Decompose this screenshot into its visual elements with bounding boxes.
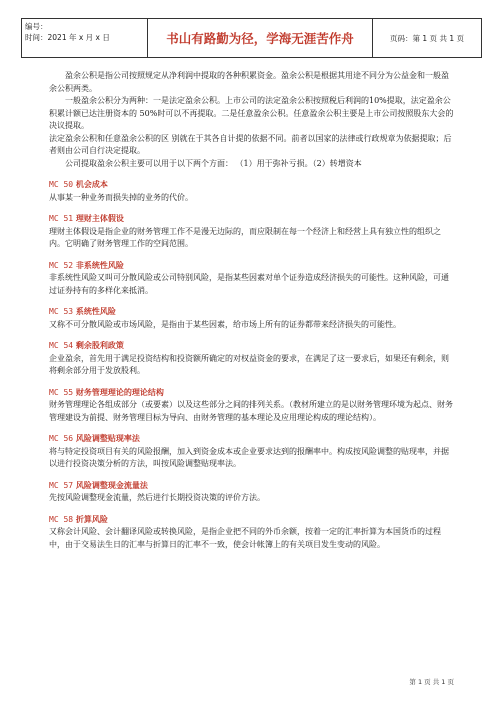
section-code: MC 58 xyxy=(49,514,74,524)
section-title: 系统性风险 xyxy=(75,306,116,316)
section-mc57 xyxy=(49,479,454,505)
section-body: 企业盈余，首先用于满足投资结构和投资额所确定的对权益资金的要求，在满足了这一要求后，如果还有剩余，则将剩余部分用于发放股利。 xyxy=(49,353,449,375)
section-code: MC 52 xyxy=(49,260,74,270)
section-heading xyxy=(49,513,454,527)
page-footer: 第 1 页 共 1 页 xyxy=(409,678,454,686)
intro-paragraph: 公司提取盈余公积主要可以用于以下两个方面： （1）用于弥补亏损。（2）转增资本 xyxy=(65,158,362,168)
section-heading xyxy=(49,305,454,319)
section-heading xyxy=(49,339,454,353)
section-body: 先按风险调整现金流量，然后进行长期投资决策的评价方法。 xyxy=(49,493,265,502)
section-mc58 xyxy=(49,513,454,552)
intro-paragraph: 一般盈余公积分为两种：一是法定盈余公积。上市公司的法定盈余公积按照税后利润的10%提取，法定盈余公积累计额已达注册资本的 50%时可以不再提取。二是任意盈余公积。任意盈余公积主要是上市公司按照股东大会的决议提取。 xyxy=(49,96,454,130)
section-title: 理财主体假设 xyxy=(75,213,124,223)
section-mc56 xyxy=(49,432,454,471)
section-heading xyxy=(49,432,454,446)
section-code: MC 53 xyxy=(49,307,74,316)
section-code: MC 57 xyxy=(49,480,74,490)
header-meta xyxy=(22,19,148,57)
section-heading xyxy=(49,259,454,273)
section-body: 非系统性风险又叫可分散风险或公司特别风险，是指某些因素对单个证券造成经济损失的可能性。这种风险，可通过证券持有的多样化来抵消。 xyxy=(49,273,449,295)
section-heading xyxy=(49,479,454,493)
section-code: MC 51 xyxy=(49,214,74,223)
section-title: 风险调整贴现率法 xyxy=(75,433,140,443)
intro-paragraph: 盈余公积是指公司按照规定从净利润中提取的各种积累资金。盈余公积是根据其用途不同分为公益金和一般盈余公积两类。 xyxy=(49,71,449,93)
section-title: 机会成本 xyxy=(75,179,108,189)
page-header xyxy=(21,18,482,58)
section-title: 非系统性风险 xyxy=(75,259,124,270)
section-title: 风险调整现金流量法 xyxy=(75,479,148,490)
header-page-info: 页码：第 1 页 共 1 页 xyxy=(390,33,464,43)
section-code: MC 50 xyxy=(49,180,74,189)
header-motto: 书山有路勤为径，学海无涯苦作舟 xyxy=(148,19,373,57)
section-title: 剩余股利政策 xyxy=(75,340,124,350)
section-heading xyxy=(49,178,454,192)
section-body: 将与特定投资项目有关的风险报酬，加入到资金成本或企业要求达到的报酬率中。构成按风险调整的贴现率，并据以进行投资决策分析的方法，叫按风险调整贴现率法。 xyxy=(49,446,449,468)
number-label: 编号： xyxy=(25,22,48,31)
section-heading xyxy=(49,386,454,400)
section-body: 又称不可分散风险或市场风险，是指由于某些因素，给市场上所有的证券都带来经济损失的可能性。 xyxy=(49,319,401,329)
section-heading xyxy=(49,212,454,226)
section-body: 又称会计风险、会计翻译风险或转换风险，是指企业把不同的外币余额，按着一定的汇率折算为本国货币的过程中，由于交易法生日的汇率与折算日的汇率不一致，使会计帐簿上的有关项目发生变动的风险。 xyxy=(49,527,441,549)
document-body xyxy=(49,70,454,551)
section-body: 从事某一种业务而损失掉的业务的代价。 xyxy=(49,192,193,202)
section-body: 财务管理理论各组成部分（或要素）以及这些部分之间的排列关系。（教材所建立的是以财务管理环境为起点、财务管理建设为前提、财务管理目标为导向、由财务管理的基本理论及应用理论构成的理论结构）。 xyxy=(49,400,453,422)
section-mc50 xyxy=(49,178,454,204)
section-code: MC 55 xyxy=(49,387,74,397)
section-mc54 xyxy=(49,339,454,378)
section-mc53 xyxy=(49,305,454,331)
section-title: 财务管理理论的理论结构 xyxy=(75,386,164,397)
section-mc55 xyxy=(49,386,454,425)
time-label: 时间：2021 年 x 月 x 日 xyxy=(25,33,110,42)
section-code: MC 56 xyxy=(49,434,74,443)
intro-paragraph: 法定盈余公积和任意盈余公积的区 别就在于其各自计提的依据不同。前者以国家的法律或行政规章为依据提取；后者则由公司自行决定提取。 xyxy=(49,133,452,155)
section-title: 折算风险 xyxy=(75,513,108,524)
section-body: 理财主体假设是指企业的财务管理工作不是漫无边际的，而应限制在每一个经济上和经营上具有独立性的组织之内。它明确了财务管理工作的空间范围。 xyxy=(49,226,441,248)
section-mc51 xyxy=(49,212,454,251)
section-mc52 xyxy=(49,259,454,298)
section-code: MC 54 xyxy=(49,341,74,350)
